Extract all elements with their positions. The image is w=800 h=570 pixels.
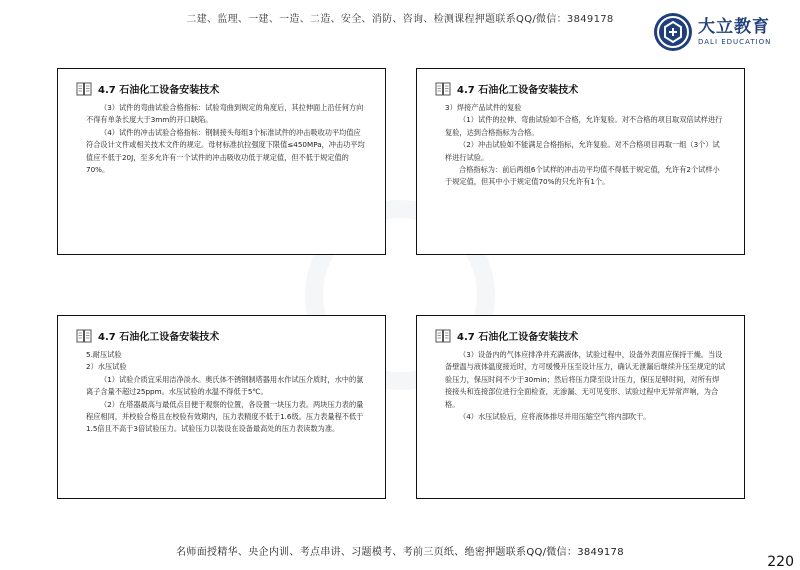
paragraph: （2）冲击试验如不能满足合格指标，允许复验。对不合格项目再取一组（3个）试样进行试验。 xyxy=(445,140,720,162)
paragraph: 5.耐压试验 xyxy=(86,350,122,359)
book-icon xyxy=(435,329,451,343)
brand-logo xyxy=(654,13,790,51)
header-banner: 二建、监理、一建、一造、二造、安全、消防、咨询、检测课程押题联系QQ/微信：3849178 xyxy=(186,14,614,25)
slide-body xyxy=(86,102,367,176)
logo-english-name: DALI EDUCATION xyxy=(698,38,772,46)
slide-title: 4.7 石油化工设备安装技术 xyxy=(457,332,579,343)
paragraph: （4）水压试验后，应将液体排尽并用压缩空气将内部吹干。 xyxy=(459,412,651,422)
paragraph: （1）试件的拉伸、弯曲试验如不合格，允许复验。对不合格的项目取双倍试样进行复验，达到合格指标为合格。 xyxy=(445,115,723,137)
paragraph: 合格指标为：前后两组6个试样的冲击功平均值不得低于规定值，允许有2个试样小于规定值，但其中小于规定值70%的只允许有1个。 xyxy=(445,165,720,187)
slide-title: 4.7 石油化工设备安装技术 xyxy=(98,332,220,343)
paragraph: （1）试验介质宜采用洁净淡水。奥氏体不锈钢制塔器用水作试压介质时，水中的氯离子含量不超过25ppm。水压试验的水温不得低于5℃。 xyxy=(86,374,364,397)
slide-body xyxy=(445,102,726,189)
book-icon xyxy=(76,329,92,343)
paragraph: 2）水压试验 xyxy=(86,362,127,372)
slide-4 xyxy=(416,315,745,499)
slide-2 xyxy=(416,68,745,255)
slide-body xyxy=(86,349,367,436)
book-icon xyxy=(435,82,451,96)
slide-title: 4.7 石油化工设备安装技术 xyxy=(457,85,579,96)
paragraph: （2）在塔器最高与最低点目便于观察的位置，各设置一块压力表。两块压力表的量程应相同，并校验合格且在校验有效期内，压力表精度不低于1.6级。压力表量程不低于1.5倍且不高于3倍试验压力。试验压力以装设在设备最高处的压力表读数为准。 xyxy=(86,399,364,434)
slide-body xyxy=(445,349,726,423)
paragraph: （3）设备内的气体应排净并充满液体，试验过程中，设备外表面应保持干燥。当设备壁温与液体温度接近时，方可缓慢升压至设计压力，确认无泄漏后继续升压至规定的试验压力，保压时间不少于30min；然后将压力降至设计压力，保压足够时间，对所有焊接接头和连接部位进行全面检查，无渗漏、无可见变形、试验过程中无异常声响，为合格。 xyxy=(445,350,726,409)
paragraph: （3）试件的弯曲试验合格指标：试验弯曲到规定的角度后，其拉伸面上沿任何方向不得有单条长度大于3mm的开口缺陷。 xyxy=(86,103,364,125)
paragraph: （4）试件的冲击试验合格指标：钢制接头每组3个标准试件的冲击吸收功平均值应符合设计文件或相关技术文件的规定。母材标准抗拉强度下限值≤450MPa，冲击功平均值应不低于20J，至多允许有一个试件的冲击吸收功低于规定值，但不低于规定值的70%。 xyxy=(86,127,365,175)
logo-chinese-name: 大立教育 xyxy=(698,17,770,37)
book-icon xyxy=(76,82,92,96)
slide-title: 4.7 石油化工设备安装技术 xyxy=(98,85,220,96)
logo-emblem-icon xyxy=(654,13,692,51)
page-number: 220 xyxy=(767,554,794,570)
paragraph: 3）焊接产品试件的复验 xyxy=(445,103,522,112)
slide-1 xyxy=(57,68,386,255)
footer-banner: 名师面授精华、央企内训、考点串讲、习题模考、考前三页纸、绝密押题联系QQ/微信：3849178 xyxy=(176,547,624,558)
slide-3 xyxy=(57,315,386,499)
